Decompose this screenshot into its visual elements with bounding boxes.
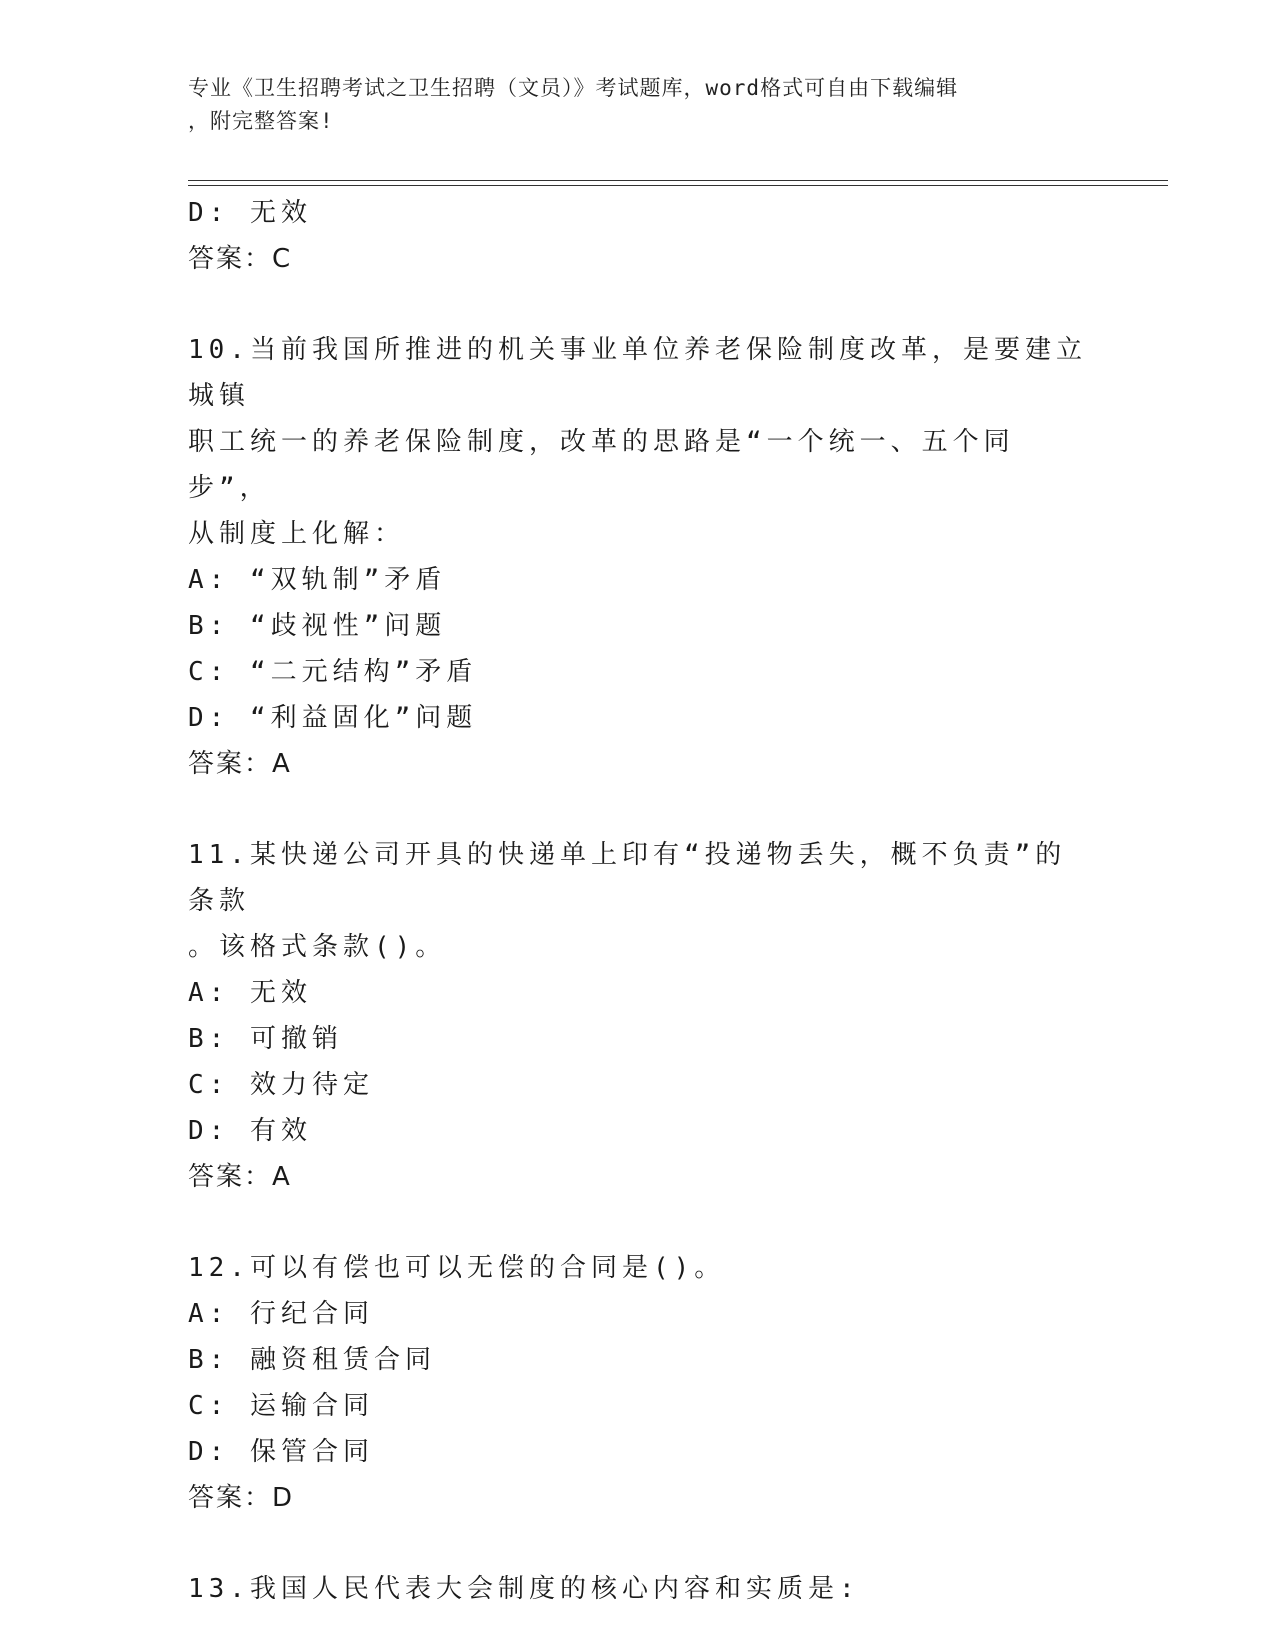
question-10	[188, 327, 1088, 787]
spacer	[188, 1200, 1088, 1245]
option-a: A: 无效	[188, 978, 312, 1008]
answer-line: 答案：D	[188, 1483, 295, 1513]
option-d: D: “利益固化”问题	[188, 703, 478, 733]
option-b: B: 可撤销	[188, 1024, 343, 1054]
question-text-line: 13.我国人民代表大会制度的核心内容和实质是:	[188, 1574, 860, 1604]
document-header	[188, 72, 1088, 138]
option-d: D: 保管合同	[188, 1437, 374, 1467]
header-line-1: 专业《卫生招聘考试之卫生招聘（文员）》考试题库，word格式可自由下载编辑	[188, 76, 959, 100]
question-list	[188, 190, 1088, 1612]
option-a: A: 行纪合同	[188, 1299, 374, 1329]
answer-line: 答案：A	[188, 1162, 292, 1192]
option-b: B: “歧视性”问题	[188, 611, 447, 641]
header-line-2: ，附完整答案!	[188, 109, 334, 133]
question-11	[188, 832, 1088, 1200]
option-c: C: “二元结构”矛盾	[188, 657, 478, 687]
answer-line: 答案：A	[188, 749, 292, 779]
header-divider-bottom	[188, 185, 1168, 186]
option-a: A: “双轨制”矛盾	[188, 565, 447, 595]
spacer	[188, 282, 1088, 327]
option-b: B: 融资租赁合同	[188, 1345, 436, 1375]
question-13	[188, 1566, 1088, 1612]
spacer	[188, 787, 1088, 832]
question-text-line: 11.某快递公司开具的快递单上印有“投递物丢失，概不负责”的条款	[188, 840, 1067, 916]
option-c: C: 效力待定	[188, 1070, 374, 1100]
header-divider-top	[188, 180, 1168, 181]
question-text-line: 12.可以有偿也可以无偿的合同是()。	[188, 1253, 726, 1283]
answer-line: 答案：C	[188, 244, 293, 274]
question-text-line: 10.当前我国所推进的机关事业单位养老保险制度改革，是要建立城镇	[188, 335, 1087, 411]
spacer	[188, 1521, 1088, 1566]
question-9-tail	[188, 190, 1088, 282]
option-d: D: 无效	[188, 198, 312, 228]
question-text-line: 职工统一的养老保险制度，改革的思路是“一个统一、五个同步”，	[188, 427, 1015, 503]
question-12	[188, 1245, 1088, 1521]
option-d: D: 有效	[188, 1116, 312, 1146]
question-text-line: 。该格式条款()。	[188, 932, 447, 962]
option-c: C: 运输合同	[188, 1391, 374, 1421]
question-text-line: 从制度上化解：	[188, 519, 406, 549]
